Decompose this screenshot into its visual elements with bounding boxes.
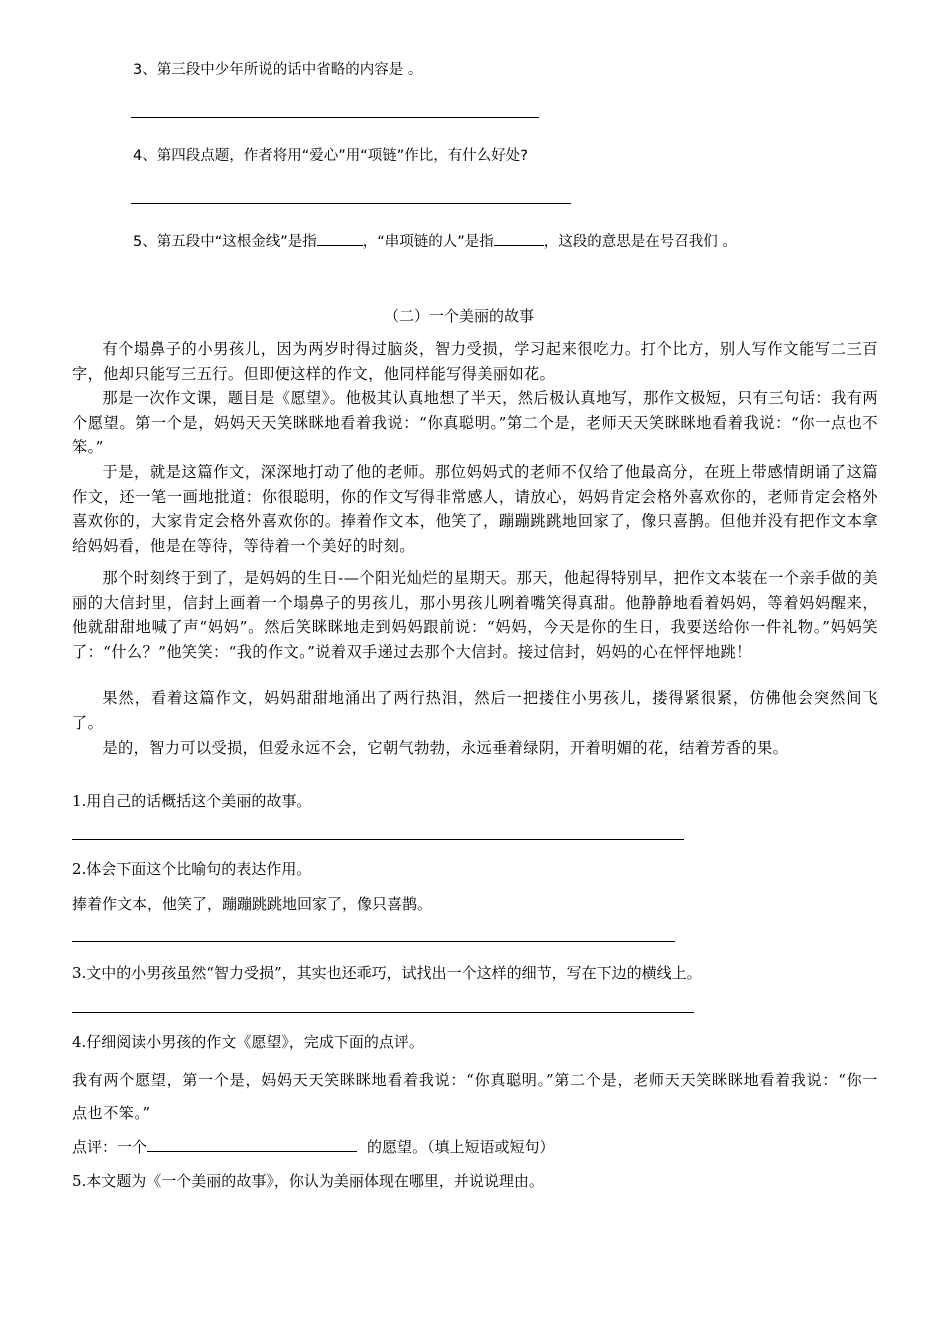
- comment-suffix: 的愿望。（填上短语或短句）: [367, 1138, 555, 1156]
- question-5-part1-text-c: ，这段的意思是在号召我们 。: [543, 234, 737, 250]
- blank-necklace-maker[interactable]: [494, 231, 544, 246]
- answer-line-q1[interactable]: [72, 839, 684, 840]
- question-3: 3.文中的小男孩虽然“智力受损”，其实也还乖巧，试找出一个这样的细节，写在下边的横线上。: [72, 964, 702, 982]
- paragraph-5: 果然，看着这篇作文，妈妈甜甜地涌出了两行热泪，然后一把搂住小男孩儿，搂得紧很紧，仿佛他会突然间飞了。: [72, 689, 878, 732]
- question-1: 1.用自己的话概括这个美丽的故事。: [72, 792, 312, 810]
- paragraph-1: 有个塌鼻子的小男孩儿，因为两岁时得过脑炎，智力受损，学习起来很吃力。打个比方，别人写作文能写二三百字，他却只能写三五行。但即便这样的作文，他同样能写得美丽如花。: [72, 340, 878, 383]
- question-4-comment: [72, 1136, 555, 1157]
- comment-prefix: 点评：一个: [72, 1138, 148, 1156]
- question-4-part1: 4、第四段点题，作者将用“爱心”用“项链”作比，有什么好处?: [133, 148, 528, 164]
- question-2: 2.体会下面这个比喻句的表达作用。: [72, 860, 312, 878]
- paragraph-6: 是的，智力可以受损，但爱永远不会，它朝气勃勃，永远垂着绿阴，开着明媚的花，结着芳香的果。: [102, 739, 789, 757]
- comment-blank[interactable]: [147, 1137, 357, 1152]
- passage-title: （二）一个美丽的故事: [384, 307, 535, 325]
- question-2-quote: 捧着作文本，他笑了，蹦蹦跳跳地回家了，像只喜鹊。: [72, 895, 433, 913]
- question-4-quote: 我有两个愿望，第一个是，妈妈天天笑眯眯地看着我说：“你真聪明。”第二个是，老师天天笑眯眯地看着我说：“你一点也不笨。”: [72, 1071, 878, 1122]
- question-5-part1-text-b: ，“串项链的人”是指: [362, 234, 494, 250]
- blank-golden-thread[interactable]: [317, 231, 363, 246]
- paragraph-4: 那个时刻终于到了，是妈妈的生日-—个阳光灿烂的星期天。那天，他起得特别早，把作文本装在一个亲手做的美丽的大信封里，信封上画着一个塌鼻子的男孩儿，那小男孩儿咧着嘴笑得真甜。他静静地看着妈妈，等着妈妈醒来，他就甜甜地喊了声“妈妈”。然后笑眯眯地走到妈妈跟前说：“妈妈，今天是你的生日，我要送给你一件礼物。”妈妈笑了：“什么？”他笑笑：“我的作文。”说着双手递过去那个大信封。接过信封，妈妈的心在怦怦地跳！: [72, 569, 878, 661]
- paragraph-3: 于是，就是这篇作文，深深地打动了他的老师。那位妈妈式的老师不仅给了他最高分，在班上带感情朗诵了这篇作文，还一笔一画地批道：你很聪明，你的作文写得非常感人，请放心，妈妈肯定会格外喜欢你的，老师肯定会格外喜欢你的，大家肯定会格外喜欢你的。捧着作文本，他笑了，蹦蹦跳跳地回家了，像只喜鹊。但他并没有把作文本拿给妈妈看，他是在等待，等待着一个美好的时刻。: [72, 463, 878, 555]
- answer-line-q3[interactable]: [72, 1012, 694, 1013]
- question-3-part1: 3、第三段中少年所说的话中省略的内容是 。: [133, 62, 423, 78]
- paragraph-2: 那是一次作文课，题目是《愿望》。他极其认真地想了半天，然后极认真地写，那作文极短，只有三句话：我有两个愿望。第一个是，妈妈天天笑眯眯地看着我说：“你真聪明。”第二个是，老师天天笑眯眯地看着我说：“你一点也不笨。”: [72, 389, 878, 456]
- question-5-part1-text-a: 5、第五段中“这根金线”是指: [133, 234, 317, 250]
- answer-line-q2[interactable]: [72, 941, 675, 942]
- question-5-part1: [133, 230, 737, 251]
- answer-line-q3-part1[interactable]: [131, 117, 539, 118]
- question-5: 5.本文题为《一个美丽的故事》，你认为美丽体现在哪里，并说说理由。: [72, 1172, 544, 1190]
- question-4: 4.仔细阅读小男孩的作文《愿望》，完成下面的点评。: [72, 1033, 424, 1051]
- answer-line-q4-part1[interactable]: [131, 203, 571, 204]
